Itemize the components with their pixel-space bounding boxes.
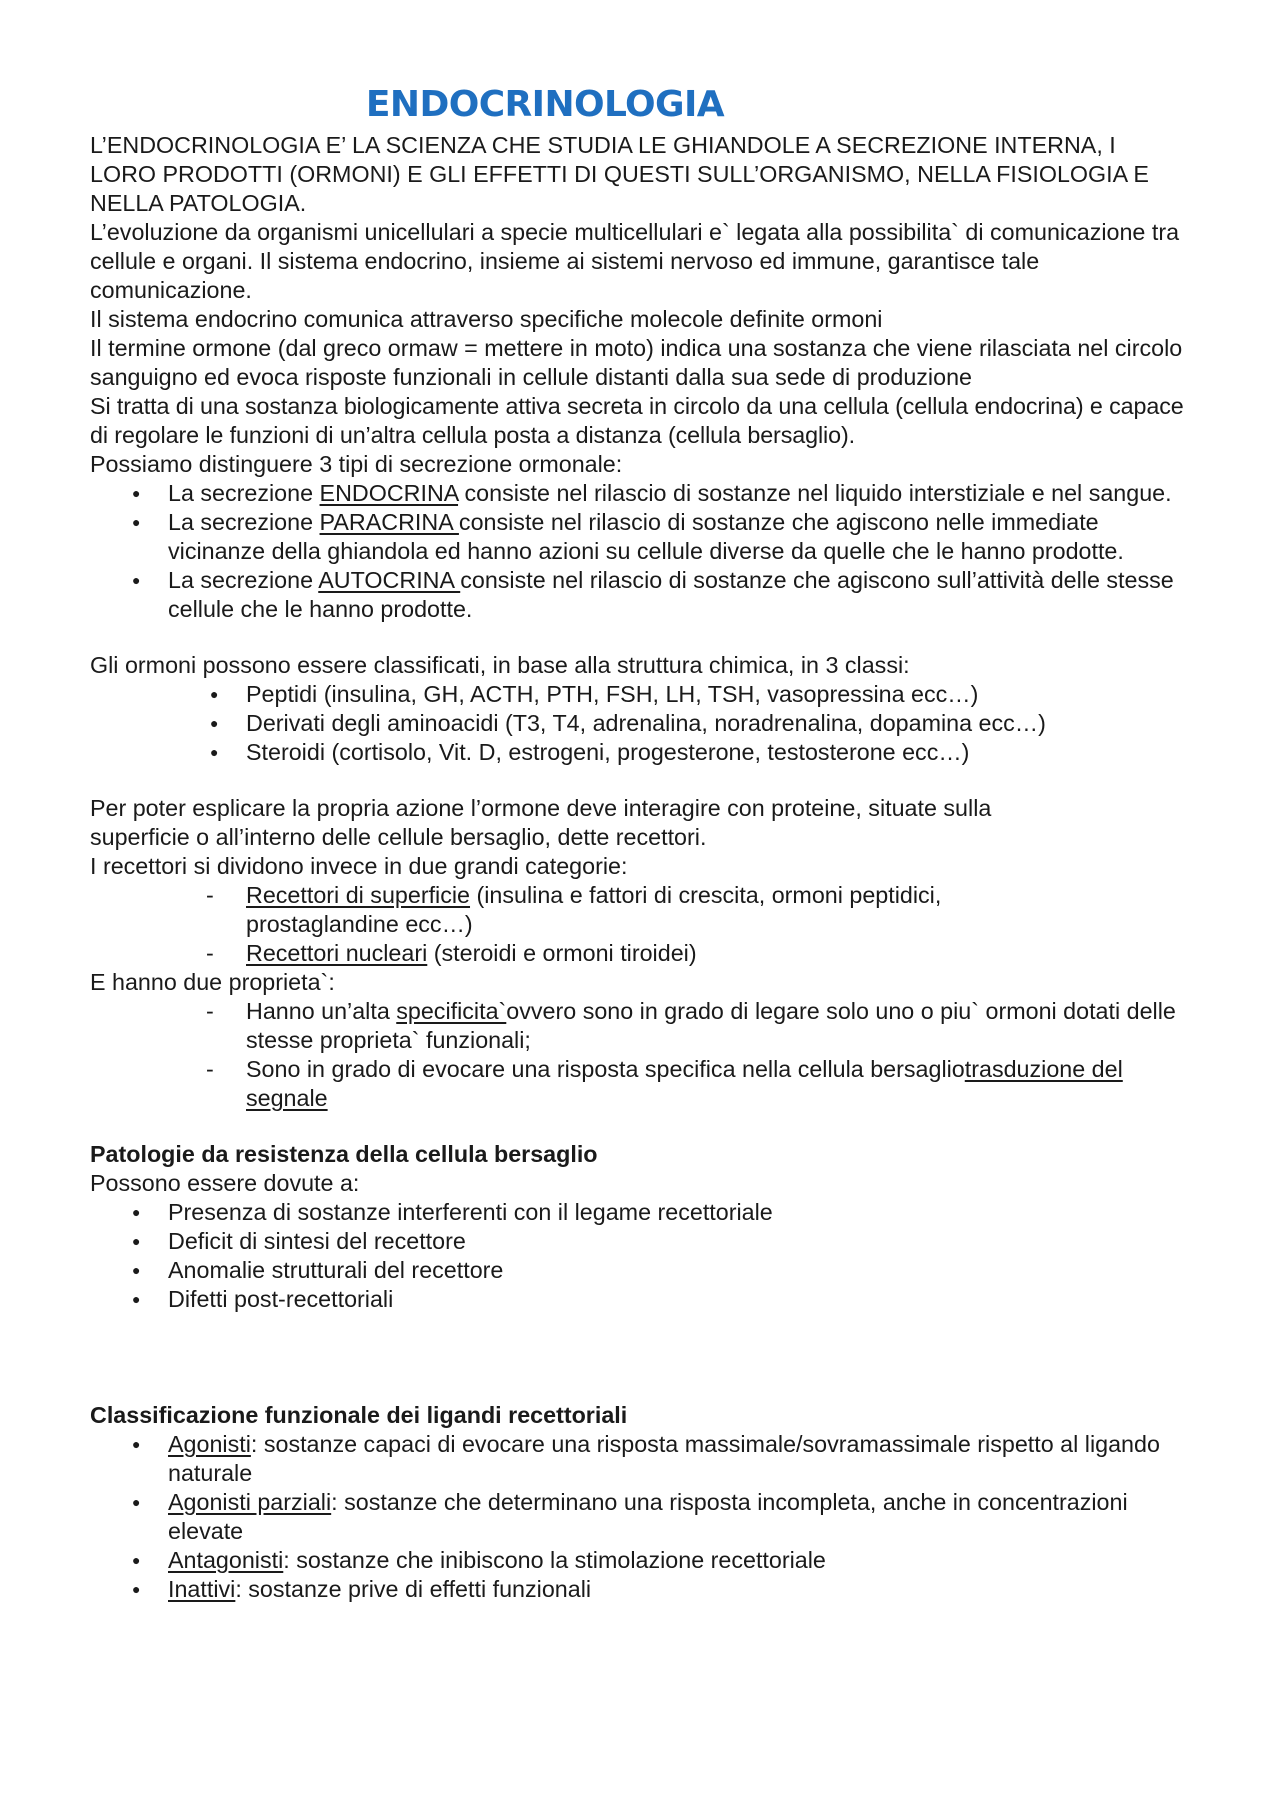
list-item: ● La secrezione ENDOCRINA consiste nel rilascio di sostanze nel liquido interstiziale e nel sangue.	[90, 479, 1200, 508]
list-item: - Recettori di superficie (insulina e fattori di crescita, ormoni peptidici, prostaglandine ecc…)	[90, 881, 1006, 939]
underlined-term: AUTOCRINA	[318, 567, 461, 593]
receptor-categories-list	[90, 881, 1200, 968]
list-item: ● Deficit di sintesi del recettore	[90, 1227, 1200, 1256]
list-item: ● Derivati degli aminoacidi (T3, T4, adrenalina, noradrenalina, dopamina ecc…)	[90, 709, 1200, 738]
secretion-types-list	[90, 479, 1200, 624]
substance-paragraph: Si tratta di una sostanza biologicamente attiva secreta in circolo da una cellula (cellula endocrina) e capace di regolare le funzioni di un’altra cellula posta a distanza (cellula bersaglio).	[90, 393, 1184, 448]
properties-list	[90, 997, 1200, 1113]
underlined-term: trasduzione del segnale	[246, 1056, 1123, 1111]
receptor-categories-intro: I recettori si dividono invece in due grandi categorie:	[90, 853, 628, 879]
list-item: - Recettori nucleari (steroidi e ormoni tiroidei)	[90, 939, 1200, 968]
ligands-list	[90, 1430, 1200, 1604]
resistance-causes-list	[90, 1198, 1200, 1314]
list-item: ● La secrezione PARACRINA consiste nel rilascio di sostanze che agiscono nelle immediate vicinanze della ghiandola ed hanno azioni su cellule diverse da quelle che le hanno prodotte.	[90, 508, 1200, 566]
underlined-term: ENDOCRINA	[319, 480, 459, 506]
list-item: - Hanno un’alta specificita`ovvero sono in grado di legare solo uno o piu` ormoni dotati delle stesse proprieta` funzionali;	[90, 997, 1200, 1055]
underlined-term: Agonisti parziali	[168, 1489, 332, 1515]
list-item: ● Inattivi: sostanze prive di effetti funzionali	[90, 1575, 1200, 1604]
underlined-term: Recettori nucleari	[246, 940, 428, 966]
list-item: ● Anomalie strutturali del recettore	[90, 1256, 1200, 1285]
hormone-classes-list	[90, 680, 1200, 767]
underlined-term: Inattivi	[168, 1576, 236, 1602]
list-item: ● Steroidi (cortisolo, Vit. D, estrogeni, progesterone, testosterone ecc…)	[90, 738, 1200, 767]
secretion-types-intro: Possiamo distinguere 3 tipi di secrezione ormonale:	[90, 451, 623, 477]
underlined-term: Antagonisti	[168, 1547, 284, 1573]
list-item: ● Presenza di sostanze interferenti con il legame recettoriale	[90, 1198, 1200, 1227]
underlined-term: Recettori di superficie	[246, 882, 471, 908]
resistance-intro: Possono essere dovute a:	[90, 1170, 360, 1196]
resistance-heading: Patologie da resistenza della cellula bersaglio	[90, 1141, 598, 1167]
list-item: ● La secrezione AUTOCRINA consiste nel rilascio di sostanze che agiscono sull’attività delle stesse cellule che le hanno prodotte.	[90, 566, 1200, 624]
list-item: - Sono in grado di evocare una risposta specifica nella cellula bersagliotrasduzione del segnale	[90, 1055, 1200, 1113]
list-item: ● Agonisti parziali: sostanze che determinano una risposta incompleta, anche in concentrazioni elevate	[90, 1488, 1200, 1546]
hormone-term-paragraph: Il termine ormone (dal greco ormaw = mettere in moto) indica una sostanza che viene rilasciata nel circolo sanguigno ed evoca risposte funzionali in cellule distanti dalla sua sede di produzione	[90, 335, 1183, 390]
page-title: ENDOCRINOLOGIA	[365, 84, 725, 125]
list-item: ● Difetti post-recettoriali	[90, 1285, 1200, 1314]
ligands-heading: Classificazione funzionale dei ligandi recettoriali	[90, 1402, 628, 1428]
underlined-term: PARACRINA	[319, 509, 459, 535]
receptors-paragraph: Per poter esplicare la propria azione l’ormone deve interagire con proteine, situate sulla superficie o all’interno delle cellule bersaglio, dette recettori.	[90, 795, 992, 850]
list-item: ● Antagonisti: sostanze che inibiscono la stimolazione recettoriale	[90, 1546, 1200, 1575]
properties-intro: E hanno due proprieta`:	[90, 969, 335, 995]
communication-paragraph: Il sistema endocrino comunica attraverso specifiche molecole definite ormoni	[90, 306, 883, 332]
underlined-term: specificita`	[396, 998, 507, 1024]
underlined-term: Agonisti	[168, 1431, 251, 1457]
document-body	[90, 131, 1200, 1604]
intro-caps-paragraph: L’ENDOCRINOLOGIA E’ LA SCIENZA CHE STUDIA LE GHIANDOLE A SECREZIONE INTERNA, I LORO PRODOTTI (ORMONI) E GLI EFFETTI DI QUESTI SULL’ORGANISMO, NELLA FISIOLOGIA E NELLA PATOLOGIA.	[90, 132, 1149, 216]
list-item: ● Agonisti: sostanze capaci di evocare una risposta massimale/sovramassimale rispetto al ligando naturale	[90, 1430, 1200, 1488]
hormone-classes-intro: Gli ormoni possono essere classificati, in base alla struttura chimica, in 3 classi:	[90, 652, 910, 678]
list-item: ● Peptidi (insulina, GH, ACTH, PTH, FSH, LH, TSH, vasopressina ecc…)	[90, 680, 1200, 709]
evolution-paragraph: L’evoluzione da organismi unicellulari a specie multicellulari e` legata alla possibilita` di comunicazione tra cellule e organi. Il sistema endocrino, insieme ai sistemi nervoso ed immune, garantisce tale comunicazione.	[90, 219, 1180, 303]
